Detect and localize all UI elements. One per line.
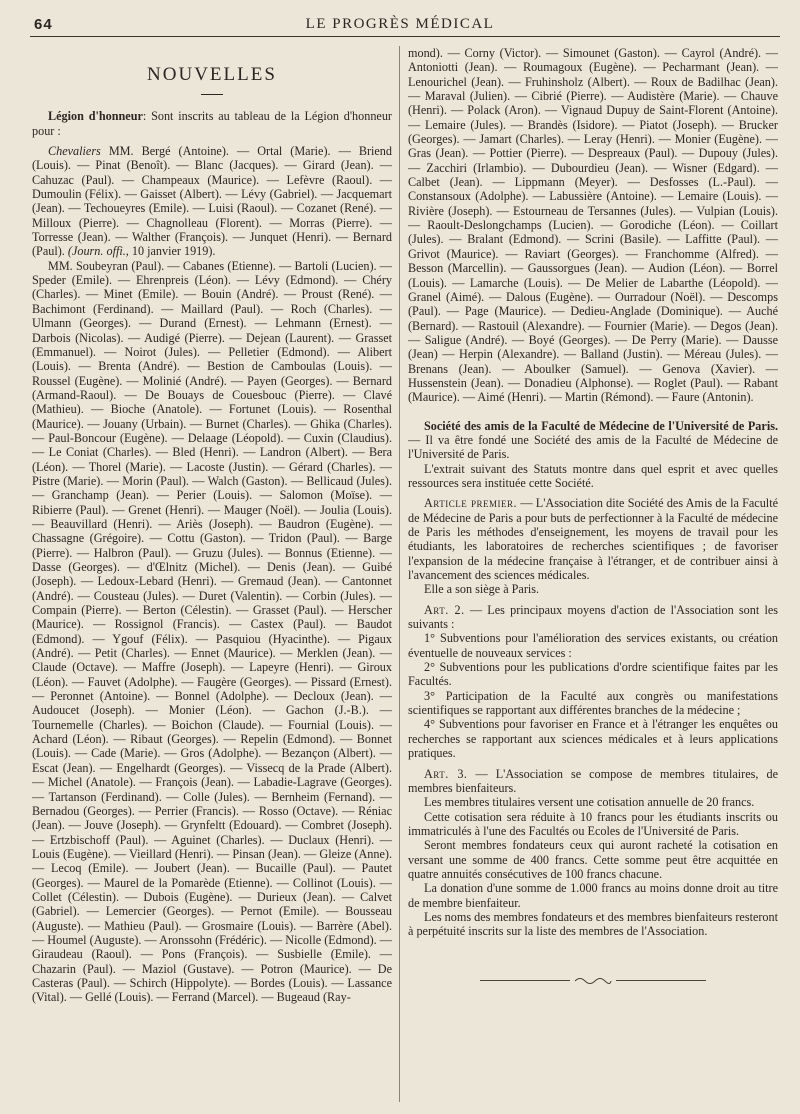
title-dash <box>201 94 223 95</box>
column-separator <box>399 46 400 1102</box>
article-1-seat: Elle a son siège à Paris. <box>424 582 540 597</box>
article-2-label: Art. 2. <box>424 602 465 617</box>
legion-intro <box>32 109 392 138</box>
legion-intro-text: : Sont inscrits au tableau de la Légion d'honneur pour : <box>32 109 392 138</box>
names-continued: mond). — Corny (Victor). — Simounet (Gaston). — Cayrol (André). — Antoniotti (Jean). — Roumagoux (Eugène). — Pecharmant (Jean). — Lenourichel (Jean). — Fruhinsholz (Albert). — Roux de Badilhac (Jean). — Maraval (Julien). — Cibrié (Pierre). — Audistère (Marie). — Chauve (Henri). — Polack (Aron). — Vignaud Dupuy de Saint-Florent (Antoine). — Lemaire (Jules). — Brandès (Isidore). — Piatot (Joseph). — Brucker (Georges). — Jamart (Charles). — Leray (Henri). — Monier (Eugène). — Gras (Jean). — Pottier (Pierre). — Despreaux (Paul). — Dupouy (Jules). — Zacchiri (Irlambio). — Dubourdieu (Jean). — Wisner (Edgard). — Calbet (Jean). — Lippmann (Meyer). — Desfosses (L.-Paul). — Constansoux (Adolphe). — Labussière (Antoine). — Lemaire (Louis). — Rivière (Joseph). — Estourneau de Tersannes (Jules). — Vulpian (Louis). — Raoult-Deslongchamps (Lucien). — Gorodiche (Léon). — Coillart (Jules). — Bralant (Edmond). — Scrini (Basile). — Laffitte (Paul). — Grivot (Maurice). — Raviart (Georges). — Franchomme (Alfred). — Besson (Marcellin). — Gaussorgues (Jean). — Audion (Léon). — Borrel (Louis). — Lamarche (Louis). — De Melier de Labarthe (Léopold). — Granel (Aimé). — Dalous (Eugène). — Ourradour (Noël). — Descomps (Paul). — Page (Maurice). — Dedieu-Anglade (Dominique). — Auché (Bernard). — Rastouil (Alexandre). — Fournier (Marie). — Degos (Jean). — Saligue (André). — Boyé (Georges). — De Perry (Marie). — Dausse (Jean) — Herpin (Alexandre). — Balland (Justin). — Méreau (Jules). — Brenans (Jean). — Aboulker (Samuel). — Genova (Xavier). — Hussenstein (Jean). — Donadieu (Alphonse). — Roglet (Paul). — Rabant (Maurice). — Aimé (Henri). — Martin (Rémond). — Faure (Antonin). <box>408 46 778 405</box>
article-3-para-5: Les noms des membres fondateurs et des membres bienfaiteurs resteront à perpétuité inscrits sur la liste des membres de l'Association. <box>408 909 778 939</box>
header-rule <box>30 36 780 37</box>
article-2-item-1: 1° Subventions pour l'amélioration des services existants, ou création éventuelle de nouveaux services : <box>408 631 778 660</box>
chevaliers-date: 10 janvier 1919). <box>128 244 216 259</box>
legion-label: Légion d'honneur <box>48 109 143 124</box>
article-3-para-3: Seront membres fondateurs ceux qui auront racheté la cotisation en versant une somme de 400 francs. Cette somme peut être acquittée en quatre annuités consécutives de 100 francs chacune. <box>408 838 778 881</box>
article-2-item-3: 3° Participation de la Faculté aux congrès ou manifestations scientifiques se rapportant aux différentes branches de la médecine ; <box>408 688 778 718</box>
society-title: Société des amis de la Faculté de Médecine de l'Université de Paris. <box>424 418 778 433</box>
article-1-text: — L'Association dite Société des Amis de la Faculté de Médecine de Paris a pour buts de perfectionner à la Faculté de médecine de Paris les méthodes d'enseignement, les moyens de travail pour les étudiants, les laboratoires de recherches scientifiques ; de favoriser l'expansion de la médecine française à l'étranger, et de contribuer ainsi à l'avancement des sciences médicales. <box>408 496 778 583</box>
article-2-item-2: 2° Subventions pour les publications d'ordre scientifique faites par les Facultés. <box>408 660 778 689</box>
journal-title: LE PROGRÈS MÉDICAL <box>305 16 495 32</box>
article-2-text: — Les principaux moyens d'action de l'Association sont les suivants : <box>408 602 778 632</box>
page-number: 64 <box>34 16 53 33</box>
chevaliers-names: MM. Bergé (Antoine). — Ortal (Marie). — Briend (Louis). — Pinat (Benoît). — Blanc (Jacques). — Girard (Jean). — Cahuzac (Paul). — Champeaux (Maurice). — Lefèvre (Raoul). — Dumoulin (Félix). — Gaisset (Albert). — Lévy (Gabriel). — Jacquemart (Jean). — Techoueyres (Emile). — Luisi (Raoul). — Cozanet (René). — Milloux (Pierre). — Chagnolleau (Florent). — Morras (Pierre). — Torresse (Jean). — Walther (François). — Junquet (Henri). — Bernard (Paul). <box>32 144 392 259</box>
society-paragraph <box>408 419 778 462</box>
article-3-para-4: La donation d'une somme de 1.000 francs au moins donne droit au titre de membre bienfaiteur. <box>408 881 778 910</box>
chevaliers-source: (Journ. offi., <box>67 244 129 259</box>
chevaliers-paragraph <box>32 144 392 259</box>
chevaliers-label: Chevaliers <box>48 144 101 159</box>
article-3 <box>408 767 778 796</box>
article-3-para-2: Cette cotisation sera réduite à 10 francs pour les étudiants inscrits ou immatriculés à l'une des Facultés ou Ecoles de l'Université de Paris. <box>408 809 778 838</box>
section-title: NOUVELLES <box>147 64 277 85</box>
article-2-item-4: 4° Subventions pour favoriser en France et à l'étranger les enquêtes ou recherches se rapportant aux sciences médicales et à leurs applications pratiques. <box>408 717 778 761</box>
society-intro: — Il va être fondé une Société des amis de la Faculté de Médecine de l'Université de Paris. <box>408 432 778 462</box>
article-1-label: Article premier. <box>424 496 518 511</box>
article-3-label: Art. 3. <box>424 766 468 781</box>
article-2 <box>408 603 778 632</box>
mm-names-paragraph: MM. Soubeyran (Paul). — Cabanes (Etienne). — Bartoli (Lucien). — Speder (Emile). — Ehrenpreis (Léon). — Lévy (Edmond). — Chéry (Charles). — Minet (Emile). — Bouin (André). — Proust (René). — Bachimont (Ferdinand). — Maillard (Paul). — Roch (Charles). — Ulmann (Georges). — Durand (Ernest). — Lehmann (Ernest). — Darbois (Nicolas). — Audigé (Pierre). — Dejean (Laurent). — Grasset (Emmanuel). — Noirot (Jules). — Pelletier (Edmond). — Alibert (Louis). — Brenta (André). — Bestion de Camboulas (Louis). — Roussel (Eugène). — Molinié (André). — Payen (Georges). — Bernard (Armand-Raoul). — De Bouays de Couesbouc (Pierre). — Clavé (Mathieu). — Bioche (Anatole). — Fortunet (Louis). — Rosenthal (Maurice). — Jouany (Urbain). — Burnet (Charles). — Ghika (Charles). — Paul-Boncour (Eugène). — Delaage (Léopold). — Cuxin (Claudius). — Le Coniat (Charles). — Bled (Henri). — Landron (Albert). — Bera (Léon). — Thorel (Marie). — Lacoste (Justin). — Gérard (Charles). — Pistre (Marie). — Morin (Paul). — Walch (Gaston). — Bellicaud (Jules). — Granchamp (Jean). — Perier (Louis). — Salomon (Moïse). — Ribierre (Paul). — Grenet (Henri). — Mauger (Noël). — Joulia (Louis). — Beauvillard (Henri). — Ariès (Joseph). — Baudron (Eugène). — Chassagne (Grégoire). — Cottu (Gaston). — Tridon (Paul). — Barge (Pierre). — Halbron (Paul). — Gruzu (Jules). — Bonnus (Etienne). — Dasse (Georges). — d'Œlnitz (Michel). — Denis (Jean). — Guibé (Joseph). — Ledoux-Lebard (Henri). — Gremaud (Jean). — Cantonnet (André). — Cousteau (Jules). — Duret (Valentin). — Corbin (Jules). — Compain (Pierre). — Berton (Célestin). — Grasset (Paul). — Herscher (Maurice). — Rossignol (Francis). — Castex (Paul). — Baudot (Edmond). — Ygouf (Félix). — Pasquiou (Hyacinthe). — Pigaux (André). — Petit (Charles). — Ennet (Maurice). — Merklen (Jean). — Claude (Octave). — Maffre (Joseph). — Lapeyre (Henri). — Giroux (Léon). — Fauvet (Adolphe). — Faugère (Georges). — Pissard (Ernest). — Peronnet (Antoine). — Bonnel (Adolphe). — Decloux (Jean). — Audoucet (Joseph). — Monier (Léon). — Gachon (J.-B.). — Tournemelle (Charles). — Boichon (Claude). — Fournial (Louis). — Achard (Léon). — Ribaut (Georges). — Repelin (Edmond). — Bonnet (Louis). — Cade (Marie). — Gros (Adolphe). — Bezançon (Albert). — Escat (Jean). — Engelhardt (Georges). — Vissecq de la Prade (Albert). — Michel (Anatole). — François (Jean). — Labadie-Lagrave (Georges). — Tartanson (Ferdinand). — Colle (Jules). — Bernheim (Fernand). — Bernadou (Georges). — Perrier (Francis). — Rosso (Octave). — Réniac (Jean). — Jouve (Joseph). — Grynfeltt (Edouard). — Combret (Joseph). — Ertzbischoff (Paul). — Aguinet (Charles). — Duclaux (Henri). — Louis (Eugène). — Vieillard (Henri). — Pinsan (Jean). — Gleize (Anne). — Lecoq (Emile). — Joubert (Jean). — Bucaille (Paul). — Pautet (Georges). — Maurel de la Pomarède (Etienne). — Collinot (Louis). — Collet (Célestin). — Dubois (Eugène). — Durieux (Jean). — Calvet (Gabriel). — Lemercier (Georges). — Pernot (Emile). — Bousseau (Auguste). — Mathieu (Paul). — Grosmaire (Louis). — Barrère (Abel). — Houmel (Auguste). — Aronssohn (Frédéric). — Nicolle (Edmond). — Giraudeau (Raoul). — Pons (François). — Susbielle (Emile). — Chazarin (Paul). — Maziol (Gustave). — Potron (Maurice). — De Casteras (Paul). — Schirch (Hippolyte). — Bordes (Louis). — Lassance (Vital). — Gellé (Louis). — Ferrand (Marcel). — Bugeaud (Ray- <box>32 258 392 1005</box>
society-extract: L'extrait suivant des Statuts montre dans quel esprit et avec quelles ressources sera instituée cette Société. <box>408 461 778 490</box>
article-3-para-1: Les membres titulaires versent une cotisation annuelle de 20 francs. <box>424 795 755 810</box>
end-ornament <box>408 973 778 987</box>
article-3-text: — L'Association se compose de membres titulaires, de membres bienfaiteurs. <box>408 766 778 795</box>
article-1 <box>408 496 778 582</box>
left-column <box>32 46 392 1005</box>
right-column <box>408 46 778 987</box>
